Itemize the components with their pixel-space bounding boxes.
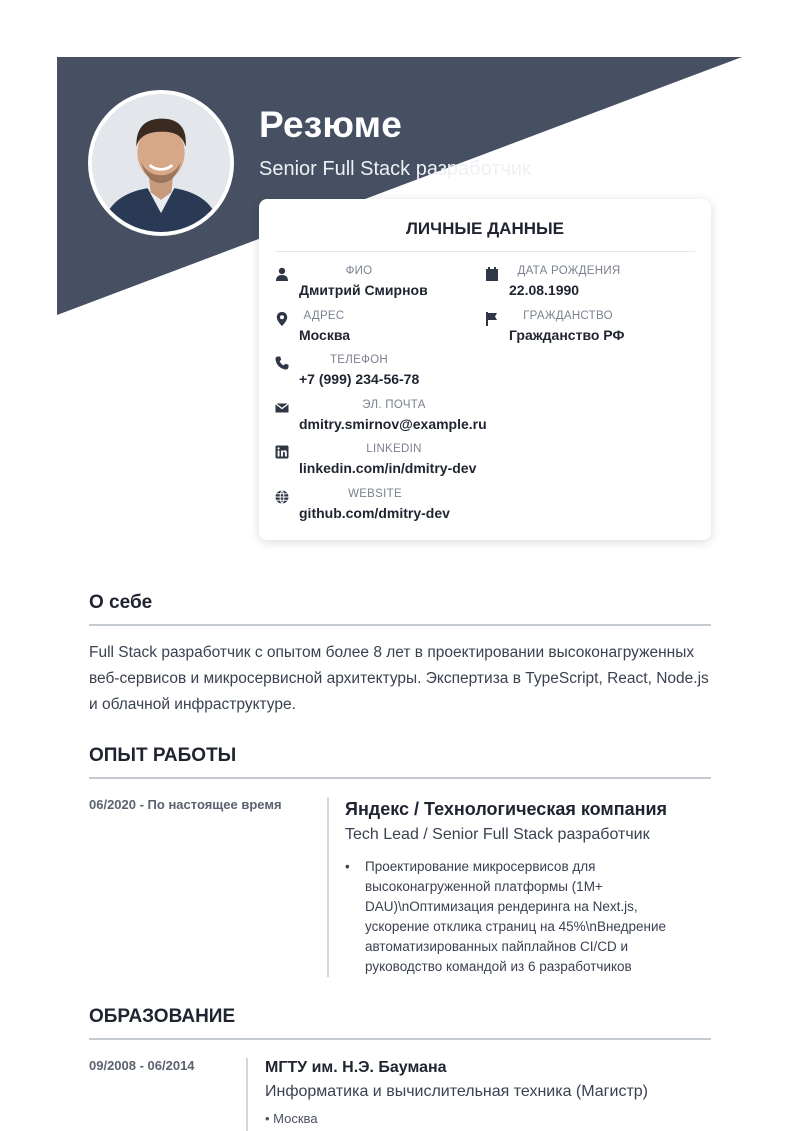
field-value: github.com/dmitry-dev	[299, 505, 450, 521]
experience-bullet: • Проектирование микросервисов для высоконагруженной платформы (1M+ DAU)\nОптимизация рендеринга на Next.js, ускорение отклика страниц на 45%\nВнедрение автоматизированных пайплайнов CI/CD и руководство командой из 6 разработчиков	[345, 857, 695, 977]
profile-photo	[88, 90, 234, 236]
field-value: +7 (999) 234-56-78	[299, 371, 420, 387]
person-icon	[275, 267, 289, 281]
field-value: linkedin.com/in/dmitry-dev	[299, 460, 477, 476]
field-label: АДРЕС	[303, 310, 345, 322]
experience-period: 06/2020 - По настоящее время	[89, 797, 282, 812]
field-address	[275, 310, 475, 346]
linkedin-icon	[275, 445, 289, 459]
field-website	[275, 488, 495, 524]
experience-divider	[89, 777, 711, 779]
personal-data-title: ЛИЧНЫЕ ДАННЫЕ	[275, 219, 695, 252]
education-heading: ОБРАЗОВАНИЕ	[89, 1006, 236, 1027]
about-divider	[89, 624, 711, 626]
phone-icon	[275, 356, 289, 370]
field-label: ЭЛ. ПОЧТА	[362, 399, 426, 411]
field-value: 22.08.1990	[509, 282, 580, 298]
about-text: Full Stack разработчик с опытом более 8 лет в проектировании высоконагруженных веб-сервисов и микросервисной архитектуры. Экспертиза в TypeScript, React, Node.js и облачной инфраструктуре.	[89, 644, 709, 713]
education-timeline-bar	[246, 1058, 248, 1131]
field-value: Дмитрий Смирнов	[299, 282, 428, 298]
field-citizenship	[485, 310, 695, 346]
flag-icon	[485, 312, 499, 326]
field-label: ГРАЖДАНСТВО	[523, 310, 613, 322]
field-label: ДАТА РОЖДЕНИЯ	[517, 265, 621, 277]
field-value: dmitry.smirnov@example.ru	[299, 416, 487, 432]
field-email	[275, 399, 495, 435]
calendar-icon	[485, 267, 499, 281]
field-linkedin	[275, 443, 495, 479]
education-period: 09/2008 - 06/2014	[89, 1058, 195, 1073]
experience-heading: ОПЫТ РАБОТЫ	[89, 745, 237, 766]
field-label: ФИО	[345, 265, 373, 277]
experience-company: Яндекс / Технологическая компания	[345, 799, 668, 819]
field-value: Москва	[299, 327, 351, 343]
field-value: Гражданство РФ	[509, 327, 625, 343]
field-phone	[275, 354, 475, 390]
job-subtitle: Senior Full Stack разработчик	[259, 158, 531, 180]
experience-role: Tech Lead / Senior Full Stack разработчик	[345, 826, 650, 843]
education-divider	[89, 1038, 711, 1040]
education-school: МГТУ им. Н.Э. Баумана	[265, 1059, 447, 1076]
field-full-name	[275, 265, 475, 301]
about-heading: О себе	[89, 592, 153, 613]
field-label: ТЕЛЕФОН	[329, 354, 388, 366]
experience-timeline-bar	[327, 797, 329, 977]
envelope-icon	[275, 401, 289, 415]
field-label: WEBSITE	[348, 488, 402, 500]
field-birth-date	[485, 265, 695, 301]
education-location: • Москва	[265, 1111, 318, 1126]
education-degree: Информатика и вычислительная техника (Магистр)	[265, 1083, 648, 1100]
globe-icon	[275, 490, 289, 504]
personal-data-card	[259, 199, 711, 540]
experience-bullets	[345, 857, 695, 977]
location-pin-icon	[275, 312, 289, 326]
resume-title: Резюме	[259, 104, 402, 145]
field-label: LINKEDIN	[366, 443, 422, 455]
